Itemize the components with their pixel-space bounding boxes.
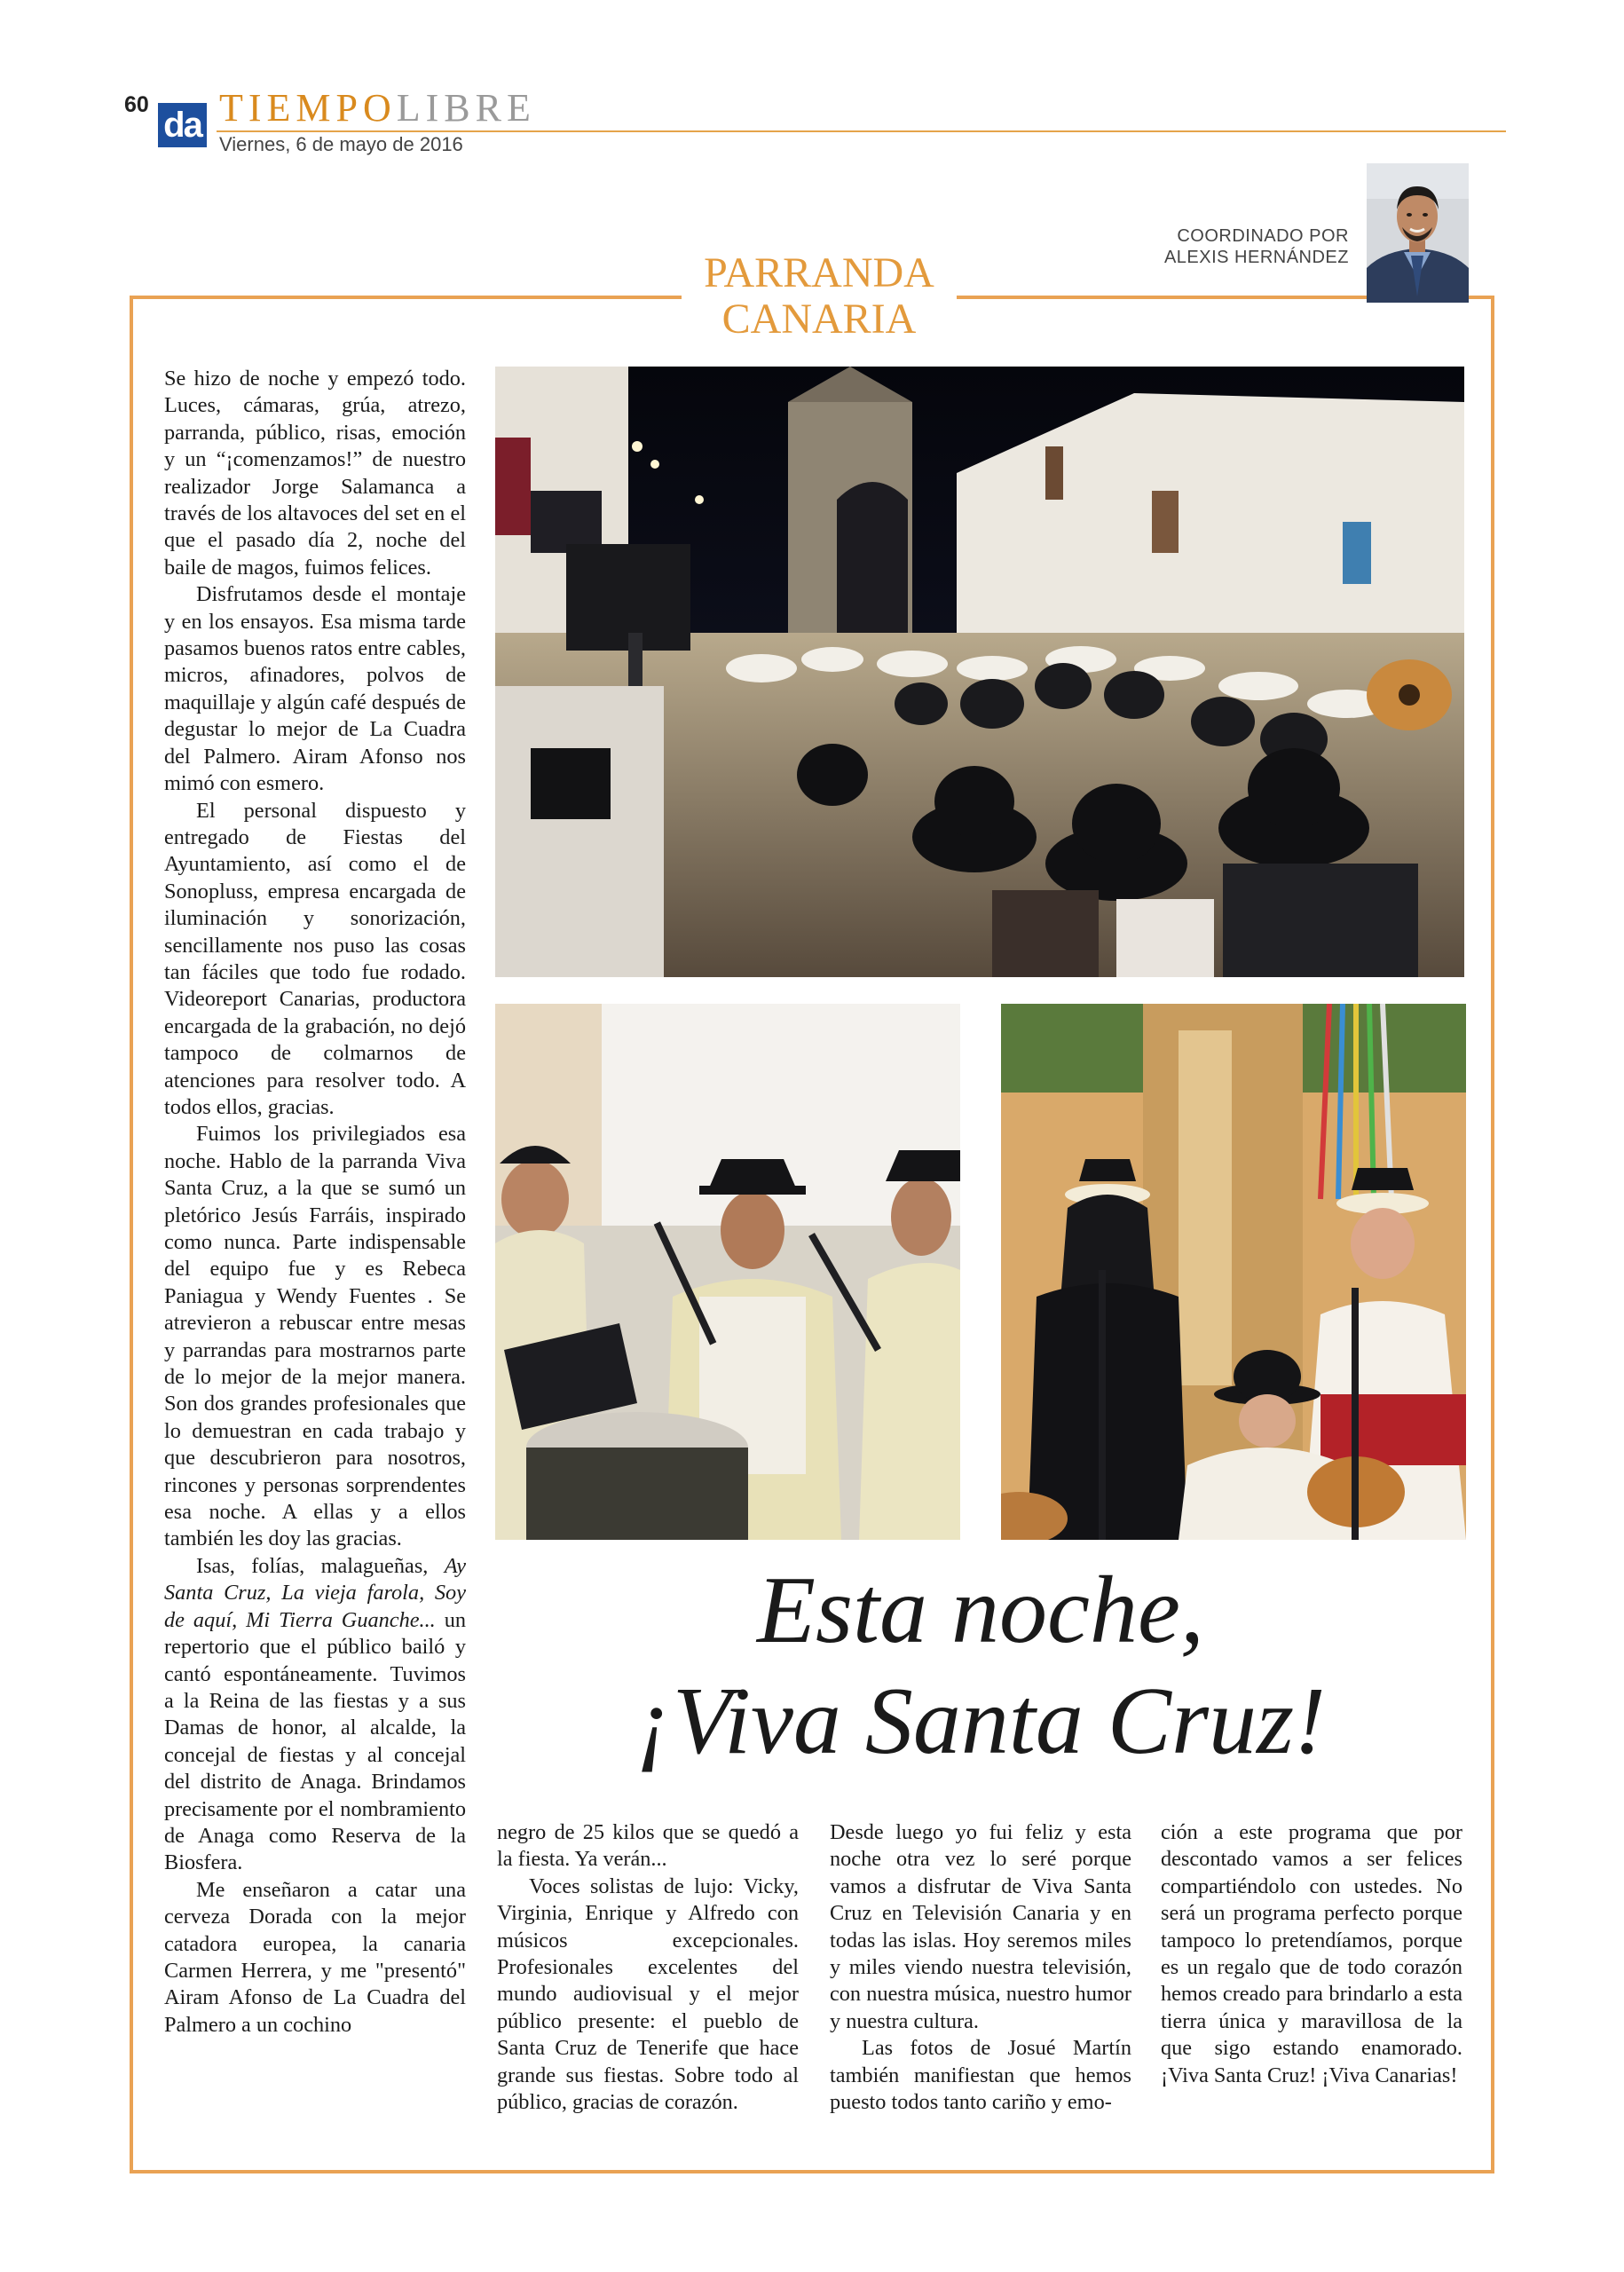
paragraph: Se hizo de noche y empezó todo. Luces, cámaras, grúa, atrezo, parranda, público, risas, emoción y un “¡comenzamos!” de nuestro realizador Jorge Salamanca a través de los altavoces del set en el que el pasado día 2, noche del baile de magos, fuimos felices. <box>164 367 466 580</box>
coordinator-name: ALEXIS HERNÁNDEZ <box>1163 248 1349 267</box>
headline-line1: Esta noche, <box>757 1558 1204 1663</box>
paragraph: Desde luego yo fui feliz y esta noche otra vez lo seré porque vamos a disfrutar de Viva Santa Cruz en Televisión Canaria y en todas las islas. Hoy seremos miles y miles viendo nuestra televisión, con nuestra música, nuestro humor y nuestra cultura. <box>830 1820 1131 2033</box>
issue-date: Viernes, 6 de mayo de 2016 <box>219 133 463 155</box>
coordinator-label: COORDINADO POR <box>1177 226 1349 246</box>
column-title-line1: PARRANDA <box>704 249 934 296</box>
article-column-3 <box>830 1819 1131 2116</box>
section-name-part1: TIEMPO <box>219 86 397 130</box>
newspaper-logo: da <box>158 103 207 147</box>
paragraph-text: Isas, folías, malagueñas, <box>196 1553 445 1578</box>
paragraph: El personal dispuesto y entregado de Fiestas del Ayuntamiento, así como el de Sonopluss, empresa encargada de iluminación y sonorización, sencillamente nos puso las cosas tan fáciles que todo fue rodado. Videoreport Canarias, productora encargada de la grabación, no dejó tampoco de colmarnos de atenciones para resolver todo. A todos ellos, gracias. <box>164 798 466 1119</box>
paragraph: Me enseñaron a catar una cerveza Dorada con la mejor catadora europea, la canaria Carmen Herrera, y me "presentó" Airam Afonso de La Cuadra del Palmero a un cochino <box>164 1877 466 2037</box>
article-column-4 <box>1161 1819 1462 2089</box>
photo-female-singers <box>1001 1004 1466 1540</box>
paragraph-text: un repertorio que el público bailó y cantó espontáneamente. Tuvimos a la Reina de las fiestas y a sus Damas de honor, al alcalde, la concejal de fiestas y al concejal del distrito de Anaga. Brindamos precisamente por el nombramiento de Anaga como Reserva de la Biosfera. <box>164 1607 467 1875</box>
headline <box>497 1555 1464 1777</box>
paragraph: ción a este programa que por descontado vamos a ser felices compartiéndolo con ustedes. No será un programa perfecto porque tampoco lo pretendíamos, porque es un regalo que de todo corazón hemos creado para brindarlo a esta tierra única y maravillosa de la que sigo estando enamorado. ¡Viva Santa Cruz! ¡Viva Canarias! <box>1161 1820 1462 2087</box>
headline-line2: ¡Viva Santa Cruz! <box>635 1668 1326 1774</box>
paragraph: negro de 25 kilos que se quedó a la fiesta. Ya verán... <box>497 1820 799 1872</box>
paragraph <box>164 1553 466 1877</box>
frame-top-left <box>130 296 682 299</box>
article-column-1 <box>164 366 466 2039</box>
paragraph: Disfrutamos desde el montaje y en los ensayos. Esa misma tarde pasamos buenos ratos entre cables, micros, afinadores, polvos de maquillaje y algún café después de degustar lo mejor de La Cuadra del Palmero. Airam Afonso nos mimó con esmero. <box>164 582 466 796</box>
paragraph: Las fotos de Josué Martín también manifiestan que hemos puesto todos tanto cariño y emo- <box>830 2036 1131 2115</box>
article-column-2 <box>497 1819 799 2116</box>
page-number: 60 <box>124 92 149 117</box>
song-list: Ay Santa Cruz, La vieja farola, Soy de aquí, Mi Tierra Guanche... <box>164 1553 466 1632</box>
paragraph: Fuimos los privilegiados esa noche. Hablo de la parranda Viva Santa Cruz, a la que se sumó un pletórico Jesús Farráis, inspirado como nunca. Parte indispensable del equipo fue y es Rebeca Paniagua y Wendy Fuentes . Se atrevieron a rebuscar entre mesas y parrandas para mostrarnos parte de lo mejor de la mejor manera. Son dos grandes profesionales que lo demuestran en cada trabajo y que descubrieron para nosotros, rincones y personas sorprendentes esa noche. A ellas y a ellos también les doy las gracias. <box>164 1122 466 1551</box>
masthead-rule <box>217 130 1506 132</box>
coordinator-credit <box>1127 225 1349 268</box>
column-title <box>682 250 957 343</box>
photo-plaza-crowd <box>495 367 1464 977</box>
column-title-line2: CANARIA <box>721 296 917 343</box>
photo-male-singers <box>495 1004 960 1540</box>
section-name <box>219 86 536 130</box>
author-photo <box>1367 163 1469 303</box>
section-name-part2: LIBRE <box>396 86 536 130</box>
paragraph: Voces solistas de lujo: Vicky, Virginia, Enrique y Alfredo con músicos excepcionales. Profesionales excelentes del mundo audiovisual y el mejor público presente: el pueblo de Santa Cruz de Tenerife que hace grande sus fiestas. Sobre todo al público, gracias de corazón. <box>497 1874 799 2115</box>
